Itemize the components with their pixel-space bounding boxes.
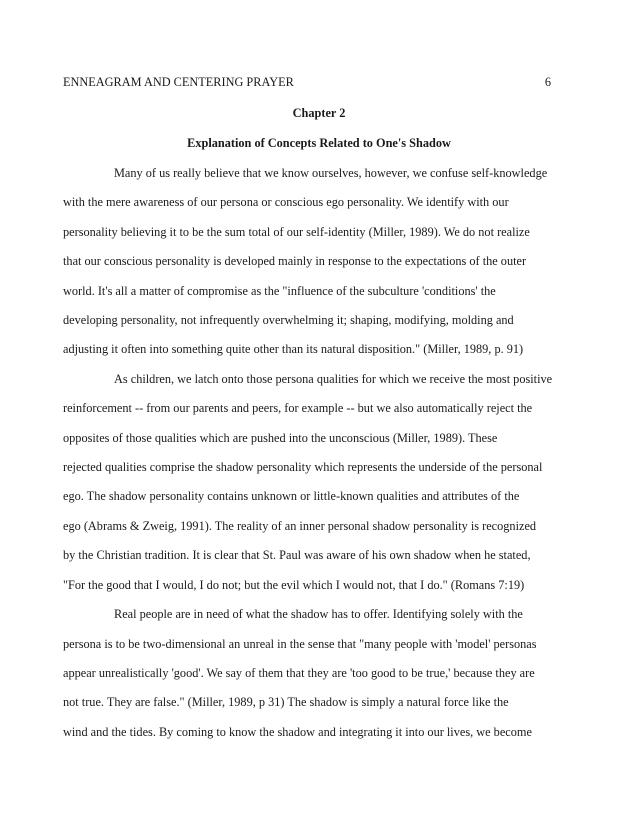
running-head-title: ENNEAGRAM AND CENTERING PRAYER (63, 75, 294, 89)
page-number: 6 (544, 75, 551, 89)
chapter-heading: Chapter 2 (292, 106, 346, 120)
text-line: with the mere awareness of our persona or conscious ego personality. We identify with our (63, 195, 509, 210)
body-text (63, 163, 575, 751)
text-line: ego. The shadow personality contains unknown or little-known qualities and attributes of the (63, 489, 520, 504)
text-line: personality believing it to be the sum total of our self-identity (Miller, 1989). We do not realize (63, 224, 530, 239)
text-line: not true. They are false." (Miller, 1989, p 31) The shadow is simply a natural force like the (63, 695, 509, 710)
text-line: "For the good that I would, I do not; but the evil which I would not, that I do." (Romans 7:19) (63, 577, 525, 592)
text-line: rejected qualities comprise the shadow personality which represents the underside of the personal (63, 460, 543, 475)
section-title: Explanation of Concepts Related to One's Shadow (187, 136, 451, 150)
text-line-paragraph-start: As children, we latch onto those persona qualities for which we receive the most positive (114, 371, 553, 386)
text-line-paragraph-start: Real people are in need of what the shadow has to offer. Identifying solely with the (114, 607, 523, 622)
text-line: world. It's all a matter of compromise as the "influence of the subculture 'conditions' the (63, 283, 496, 298)
text-line: developing personality, not infrequently overwhelming it; shaping, modifying, molding and (63, 313, 514, 328)
running-head (63, 72, 551, 92)
text-line: reinforcement -- from our parents and peers, for example -- but we also automatically reject the (63, 401, 533, 416)
text-line: that our conscious personality is developed mainly in response to the expectations of the outer (63, 254, 527, 269)
text-line: persona is to be two-dimensional an unreal in the sense that "many people with 'model' personas (63, 636, 537, 651)
text-line-paragraph-start: Many of us really believe that we know ourselves, however, we confuse self-knowledge (114, 166, 548, 180)
text-line: ego (Abrams & Zweig, 1991). The reality of an inner personal shadow personality is recognized (63, 518, 537, 533)
text-line: adjusting it often into something quite other than its natural disposition." (Miller, 1989, p. 91) (63, 342, 524, 357)
text-line: opposites of those qualities which are pushed into the unconscious (Miller, 1989). These (63, 430, 498, 445)
text-line: wind and the tides. By coming to know the shadow and integrating it into our lives, we become (63, 724, 532, 739)
text-line: by the Christian tradition. It is clear that St. Paul was aware of his own shadow when he stated, (63, 548, 531, 563)
text-line: appear unrealistically 'good'. We say of them that they are 'too good to be true,' because they are (63, 665, 535, 680)
